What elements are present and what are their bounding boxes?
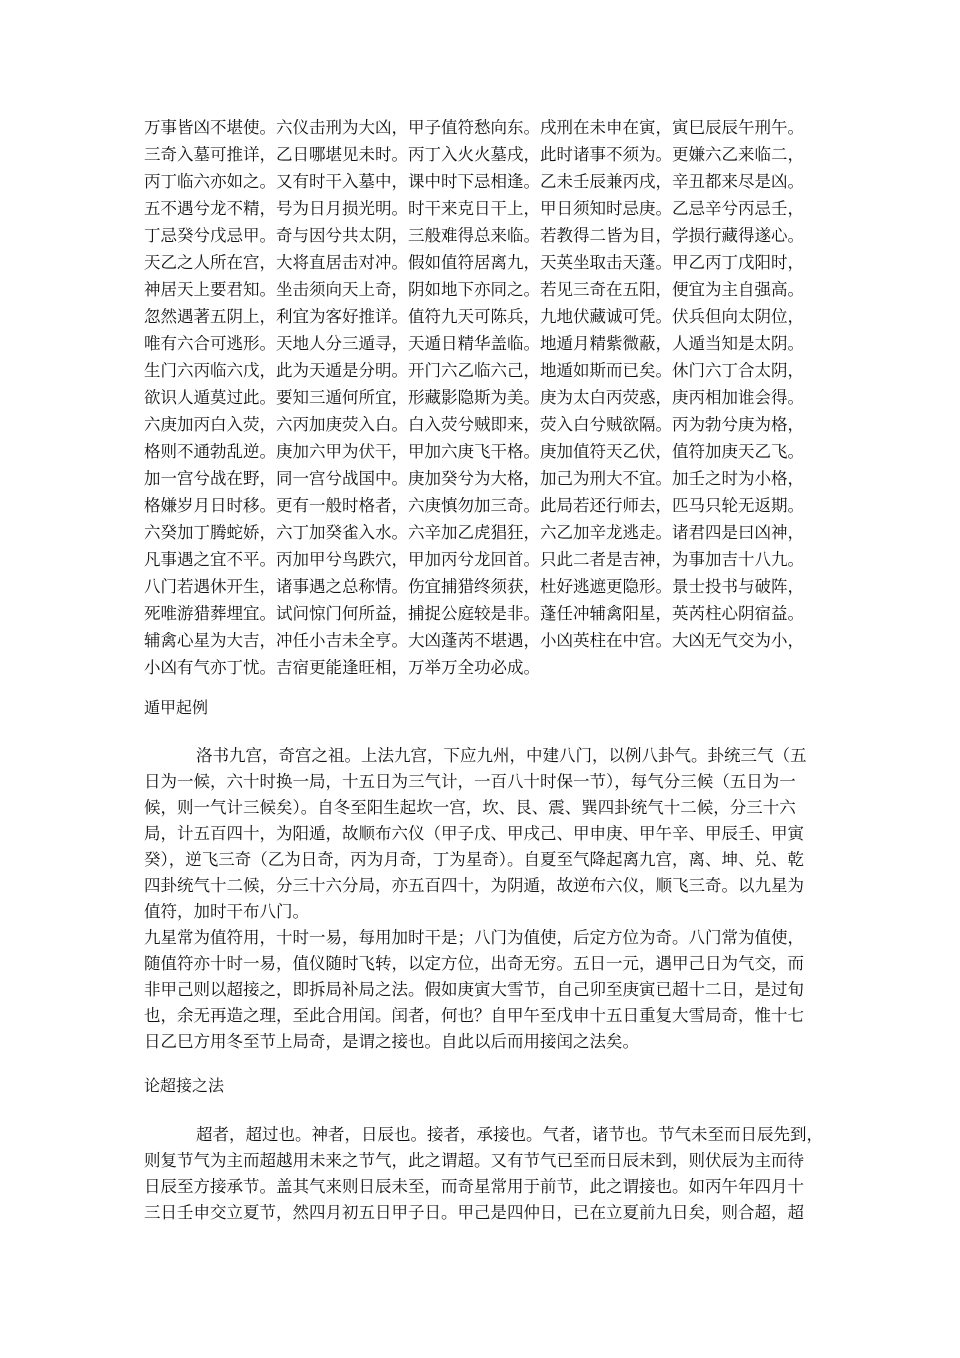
text-line: 六癸加丁腾蛇娇，六丁加癸雀入水。六辛加乙虎猖狂，六乙加辛龙逃走。诸君四是曰凶神， [144, 523, 804, 542]
text-line: 日为一候，六十时换一局，十五日为三气计，一百八十时保一节），每气分三候（五日为一 [144, 772, 796, 791]
text-line: 非甲己则以超接之，即拆局补局之法。假如庚寅大雪节，自己卯至庚寅已超十二日，是过旬 [144, 980, 804, 999]
text-line: 万事皆凶不堪使。六仪击刑为大凶，甲子值符愁向东。戌刑在未申在寅，寅巳辰辰午刑午。 [144, 118, 804, 137]
text-line: 四卦统气十二候，分三十六分局，亦五百四十，为阴遁，故逆布六仪，顺飞三奇。以九星为 [144, 876, 804, 895]
text-line: 格则不通勃乱逆。庚加六甲为伏干，甲加六庚飞干格。庚加值符天乙伏，值符加庚天乙飞。 [144, 442, 804, 461]
text-line: 随值符亦十时一易，值仪随时飞转，以定方位，出奇无穷。五日一元，遇甲己日为气交，而 [144, 954, 804, 973]
text-line: 六庚加丙白入荧，六丙加庚荧入白。白入荧兮贼即来，荧入白兮贼欲隔。丙为勃兮庚为格， [144, 415, 804, 434]
text-line: 洛书九宫，奇宫之祖。上法九宫，下应九州，中建八门，以例八卦气。卦统三气（五 [196, 746, 807, 765]
text-line: 超者，超过也。神者，日辰也。接者，承接也。气者，诸节也。节气未至而日辰先到， [196, 1125, 823, 1144]
text-line: 候，则一气计三候矣）。自冬至阳生起坎一宫，坎、艮、震、巽四卦统气十二候，分三十六 [144, 798, 796, 817]
text-line: 神居天上要君知。坐击须向天上奇，阴如地下亦同之。若见三奇在五阳，便宜为主自强高。 [144, 280, 804, 299]
text-line: 小凶有气亦丁忧。吉宿更能逢旺相，万举万全功必成。 [144, 658, 540, 677]
text-line: 三日壬申交立夏节，然四月初五日甲子日。甲己是四仲日，已在立夏前九日矣，则合超，超 [144, 1203, 804, 1222]
section-heading: 论超接之法 [144, 1076, 225, 1095]
text-line: 九星常为值符用，十时一易，每用加时干是；八门为值使，后定方位为奇。八门常为值使， [144, 928, 804, 947]
text-line: 欲识人遁莫过此。要知三遁何所宜，形藏影隐斯为美。庚为太白丙荧惑，庚丙相加谁会得。 [144, 388, 804, 407]
text-line: 加一宫兮战在野，同一宫兮战国中。庚加癸兮为大格，加己为刑大不宜。加壬之时为小格， [144, 469, 804, 488]
text-line: 日乙巳方用冬至节上局奇，是谓之接也。自此以后而用接闰之法矣。 [144, 1032, 639, 1051]
text-line: 三奇入墓可推详，乙日哪堪见未时。丙丁入火火墓戌，此时诸事不须为。更嫌六乙来临二， [144, 145, 804, 164]
text-line: 八门若遇休开生，诸事遇之总称情。伤宜捕猎终须获，杜好逃遮更隐形。景士投书与破阵， [144, 577, 804, 596]
text-line: 死唯游猎葬埋宜。试问惊门何所益，捕捉公庭较是非。蓬任冲辅禽阳星，英芮柱心阴宿益。 [144, 604, 804, 623]
text-line: 凡事遇之宜不平。丙加甲兮鸟跌穴，甲加丙兮龙回首。只此二者是吉神，为事加吉十八九。 [144, 550, 804, 569]
text-line: 值符，加时干布八门。 [144, 902, 309, 921]
text-line: 日辰至方接承节。盖其气来则日辰未至，而奇星常用于前节，此之谓接也。如丙午年四月十 [144, 1177, 804, 1196]
text-line: 局，计五百四十，为阳遁，故顺布六仪（甲子戊、甲戌己、甲申庚、甲午辛、甲辰壬、甲寅 [144, 824, 804, 843]
text-line: 丙丁临六亦如之。又有时干入墓中，课中时下忌相逢。乙未壬辰兼丙戌，辛丑都来尽是凶。 [144, 172, 804, 191]
text-line: 天乙之人所在宫，大将直居击对冲。假如值符居离九，天英坐取击天蓬。甲乙丙丁戊阳时， [144, 253, 804, 272]
text-line: 唯有六合可逃形。天地人分三遁寻，天遁日精华盖临。地遁月精紫微蔽，人遁当知是太阴。 [144, 334, 804, 353]
text-line: 则复节气为主而超越用未来之节气，此之谓超。又有节气已至而日辰未到，则伏辰为主而待 [144, 1151, 804, 1170]
text-line: 生门六丙临六戊，此为天遁是分明。开门六乙临六己，地遁如斯而已矣。休门六丁合太阴， [144, 361, 804, 380]
text-line: 丁忌癸兮戊忌甲。奇与因兮共太阴，三般难得总来临。若教得二皆为目，学损行藏得遂心。 [144, 226, 804, 245]
text-line: 忽然遇著五阴上，利宜为客好推详。值符九天可陈兵，九地伏藏诚可凭。伏兵但向太阴位， [144, 307, 804, 326]
text-line: 格嫌岁月日时移。更有一般时格者，六庚慎勿加三奇。此局若还行师去，匹马只轮无返期。 [144, 496, 804, 515]
text-line: 辅禽心星为大吉，冲任小吉未全亨。大凶蓬芮不堪遇，小凶英柱在中宫。大凶无气交为小， [144, 631, 804, 650]
text-line: 也，余无再造之理，至此合用闰。闰者，何也？自甲午至戊申十五日重复大雪局奇，惟十七 [144, 1006, 804, 1025]
section-heading: 遁甲起例 [144, 698, 209, 717]
text-line: 癸），逆飞三奇（乙为日奇，丙为月奇，丁为星奇）。自夏至气降起离九宫，离、坤、兑、乾 [144, 850, 804, 869]
text-line: 五不遇兮龙不精，号为日月损光明。时干来克日干上，甲日须知时忌庚。乙忌辛兮丙忌壬， [144, 199, 804, 218]
